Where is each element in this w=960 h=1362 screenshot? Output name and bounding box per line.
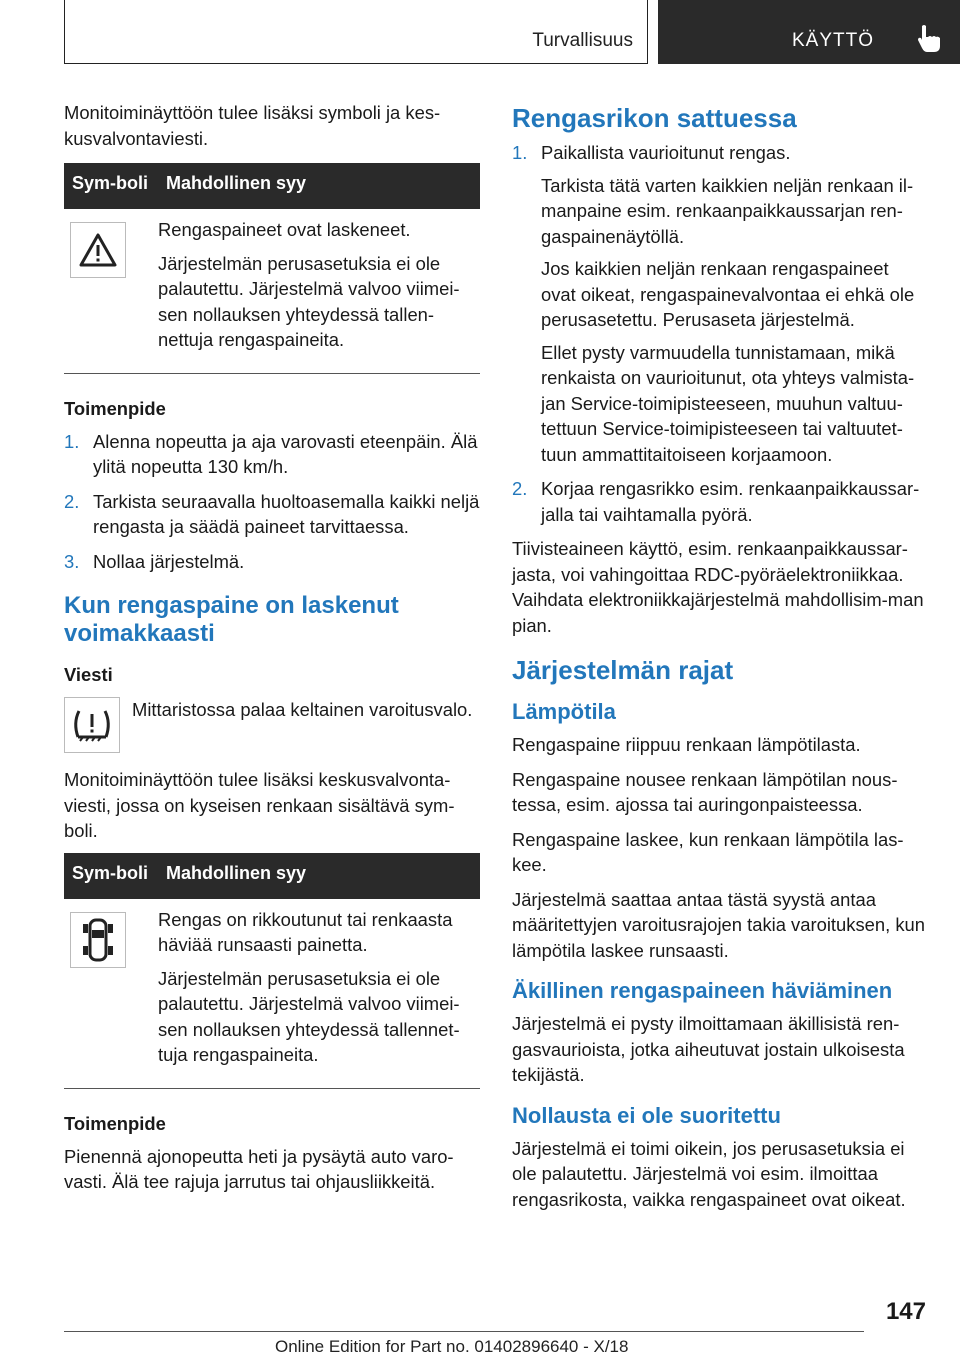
section-title: Kun rengaspaine on laskenut voimakkaasti xyxy=(64,592,399,647)
list-item: 2. Korjaa rengasrikko esim. renkaanpaikkaussar-jalla tai vaihtamalla pyörä. xyxy=(512,478,920,525)
action-steps xyxy=(64,429,480,575)
paragraph: Rengaspaine riippuu renkaan lämpötilasta. xyxy=(512,734,861,755)
paragraph: Rengaspaine nousee renkaan lämpötilan nous-tessa, esim. ajossa tai auringonpaisteessa. xyxy=(512,768,898,815)
col-cause-header: Mahdollinen syy xyxy=(158,853,480,899)
subsection-title: Lämpötila xyxy=(512,699,616,724)
table-row xyxy=(64,209,480,373)
table-cell-text: Järjestelmän perusasetuksia ei ole palautettu. Järjestelmä valvoo viimei-sen nollauksen yhteydessä tallennet-tuja rengaspaineita. xyxy=(158,967,460,1065)
table-cell-text: Järjestelmän perusasetuksia ei ole palautettu. Järjestelmä valvoo viimei-sen nollauksen yhteydessä tallen-nettuja rengaspaineita. xyxy=(158,252,460,350)
header-chapter-title: KÄYTTÖ xyxy=(792,30,875,51)
pointing-hand-icon xyxy=(916,24,942,54)
action-heading: Toimenpide xyxy=(64,397,166,419)
message-block xyxy=(64,697,480,753)
action-heading: Toimenpide xyxy=(64,1112,166,1134)
table-row xyxy=(64,899,480,1089)
list-item: 1. Paikallista vaurioitunut rengas. Tarkista tätä varten kaikkien neljän renkaan il-manpaine esim. renkaanpaikkaussarjan ren-gaspainenäytöllä. Jos kaikkien neljän renkaan rengaspaineet ovat oikeat, rengaspainevalvontaa ei ehkä ole perusasetettu. Perusaseta järjestelmä. Ellet pysty varmuudella tunnistamaan, mikä renkaista on vaurioitunut, ota yhteys valmista-jan Service-toimipisteeseen, muuhun valtuu-tettuun Service-toimipisteeseen tai valtuutet-tuun ammattitaitoiseen korjaamoon. xyxy=(512,142,915,465)
paragraph: Monitoiminäyttöön tulee lisäksi keskusvalvonta-viesti, jossa on kyseisen renkaan sisältävä sym-boli. xyxy=(64,769,455,841)
paragraph: Järjestelmä ei toimi oikein, jos perusasetuksia ei ole palautettu. Järjestelmä voi esim. ilmoittaa rengasrikosta, vaikka rengaspaineet ovat oikeat. xyxy=(512,1137,906,1210)
list-item: 3. Nollaa järjestelmä. xyxy=(64,550,245,572)
table-header-row xyxy=(64,853,480,899)
subsection-title: Nollausta ei ole suoritettu xyxy=(512,1102,781,1128)
paragraph: Järjestelmä ei pysty ilmoittamaan äkillisistä ren-gasvaurioista, jotka aiheutuvat jostain ulkoisesta tekijästä. xyxy=(512,1013,905,1085)
subsection-title: Äkillinen rengaspaineen häviäminen xyxy=(512,978,893,1003)
paragraph: Rengaspaine laskee, kun renkaan lämpötila las-kee. xyxy=(512,828,904,875)
col-cause-header: Mahdollinen syy xyxy=(158,163,480,209)
message-heading: Viesti xyxy=(64,664,113,685)
header-chapter-tab xyxy=(658,0,960,64)
page-number: 147 xyxy=(885,1298,926,1325)
col-symbol-header: Sym-boli xyxy=(64,163,158,209)
footer-edition: Online Edition for Part no. 01402896640 - X/18 xyxy=(275,1337,629,1356)
list-item: 2. Tarkista seuraavalla huoltoasemalla kaikki neljä rengasta ja säädä paineet tarvittaessa. xyxy=(64,490,480,537)
table-header-row xyxy=(64,163,480,209)
symbol-table-2 xyxy=(64,853,480,1089)
paragraph: Järjestelmä saattaa antaa tästä syystä antaa määritettyjen varoitusrajojen takia varoituksen, kun lämpötila laskee runsaasti. xyxy=(512,888,925,961)
section-title: Järjestelmän rajat xyxy=(512,655,734,685)
paragraph: Tiivisteaineen käyttö, esim. renkaanpaikkaussar-jasta, voi vahingoittaa RDC-pyöräelektroniikkaa. Vaihdata elektroniikkajärjestelmä mahdollisim-man pian. xyxy=(512,538,924,636)
flat-tire-steps xyxy=(512,140,928,527)
warning-triangle-icon xyxy=(70,222,126,278)
car-tire-icon xyxy=(70,912,126,968)
tire-pressure-warning-icon xyxy=(64,697,120,753)
header-section-box xyxy=(64,0,648,64)
message-text: Mittaristossa palaa keltainen varoitusvalo. xyxy=(132,699,473,720)
table-cell-text: Rengas on rikkoutunut tai renkaasta häviää runsaasti painetta. xyxy=(158,908,453,955)
paragraph: Pienennä ajonopeutta heti ja pysäytä auto varo-vasti. Älä tee rajuja jarrutus tai ohjausliikkeitä. xyxy=(64,1145,454,1192)
col-symbol-header: Sym-boli xyxy=(64,853,158,899)
header-section-title: Turvallisuus xyxy=(532,30,633,51)
right-column xyxy=(512,104,928,1221)
intro-paragraph: Monitoiminäyttöön tulee lisäksi symboli ja kes-kusvalvontaviesti. xyxy=(64,102,441,149)
section-title: Rengasrikon sattuessa xyxy=(512,103,797,133)
list-item: 1. Alenna nopeutta ja aja varovasti eteenpäin. Älä ylitä nopeutta 130 km/h. xyxy=(64,430,478,477)
symbol-table-1 xyxy=(64,163,480,374)
footer-divider xyxy=(64,1331,864,1332)
left-column xyxy=(64,100,480,1204)
table-cell-text: Rengaspaineet ovat laskeneet. xyxy=(158,219,411,240)
